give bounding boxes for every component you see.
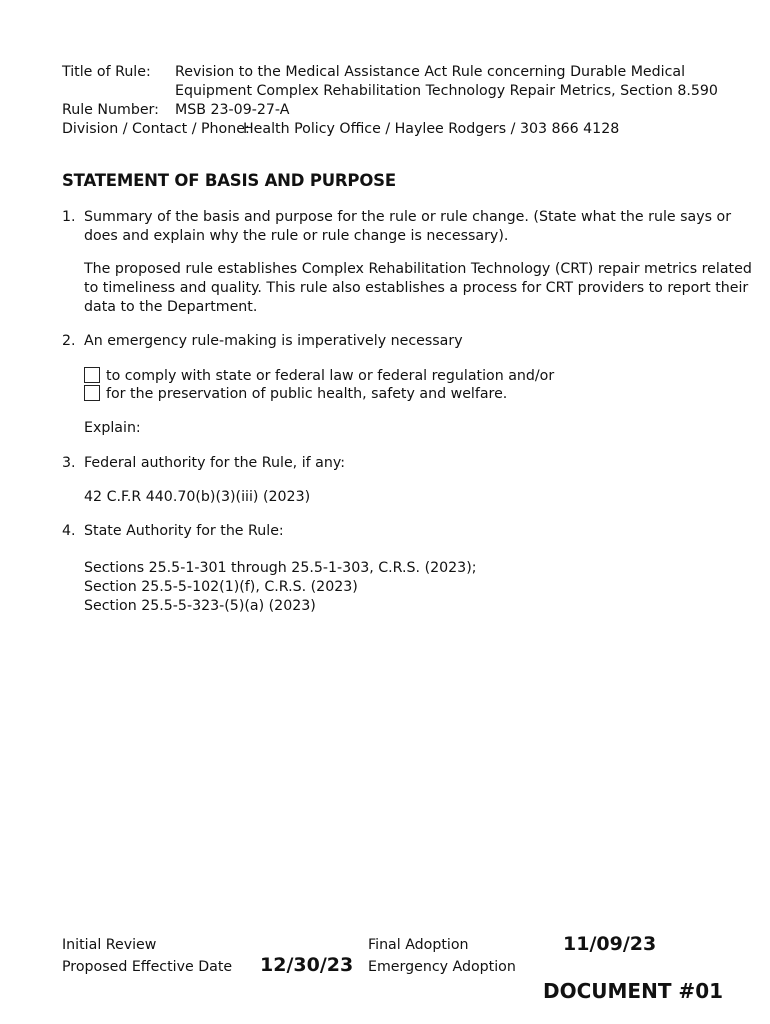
item-3-answer: 42 C.F.R 440.70(b)(3)(iii) (2023) (84, 489, 311, 505)
checkbox-row-preservation (84, 385, 507, 404)
item-2-question: An emergency rule-making is imperatively necessary (84, 333, 463, 349)
item-3-number: 3. (62, 455, 76, 471)
item-4-answer-line-2: Section 25.5-5-102(1)(f), C.R.S. (2023) (84, 579, 358, 595)
proposed-effective-date-value: 12/30/23 (260, 954, 354, 976)
division-contact-value: Health Policy Office / Haylee Rodgers / 303 866 4128 (243, 121, 620, 137)
final-adoption-label: Final Adoption (368, 937, 469, 953)
emergency-adoption-label: Emergency Adoption (368, 959, 516, 975)
rule-number-label: Rule Number: (62, 102, 159, 118)
proposed-effective-date-label: Proposed Effective Date (62, 959, 233, 975)
public-health-checkbox[interactable] (84, 385, 100, 401)
explain-label: Explain: (84, 420, 141, 436)
item-4-answer-line-1: Sections 25.5-1-301 through 25.5-1-303, C.R.S. (2023); (84, 560, 477, 576)
item-1-number: 1. (62, 209, 76, 225)
public-health-label: for the preservation of public health, safety and welfare. (106, 386, 508, 402)
item-1-answer-line-2: to timeliness and quality. This rule also establishes a process for CRT providers to report their (84, 280, 749, 296)
title-of-rule-line-2: Equipment Complex Rehabilitation Technology Repair Metrics, Section 8.590 (175, 83, 718, 99)
item-1-question-line-1: Summary of the basis and purpose for the rule or rule change. (State what the rule says or (84, 209, 732, 225)
division-contact-label: Division / Contact / Phone: (62, 121, 250, 137)
document-number: DOCUMENT #01 (543, 979, 724, 1003)
item-4-question: State Authority for the Rule: (84, 523, 284, 539)
item-4-number: 4. (62, 523, 76, 539)
checkbox-row-comply (84, 367, 554, 386)
final-adoption-date-value: 11/09/23 (563, 933, 657, 955)
title-of-rule-line-1: Revision to the Medical Assistance Act Rule concerning Durable Medical (175, 64, 686, 80)
item-1-answer-line-3: data to the Department. (84, 299, 258, 315)
rule-number-value: MSB 23-09-27-A (175, 102, 290, 118)
title-of-rule-label: Title of Rule: (62, 64, 151, 80)
section-heading: STATEMENT OF BASIS AND PURPOSE (62, 171, 396, 190)
item-3-question: Federal authority for the Rule, if any: (84, 455, 345, 471)
comply-law-label: to comply with state or federal law or federal regulation and/or (106, 368, 555, 384)
item-1-question-line-2: does and explain why the rule or rule change is necessary). (84, 228, 509, 244)
item-4-answer-line-3: Section 25.5-5-323-(5)(a) (2023) (84, 598, 316, 614)
item-2-number: 2. (62, 333, 76, 349)
initial-review-label: Initial Review (62, 937, 157, 953)
item-1-answer-line-1: The proposed rule establishes Complex Rehabilitation Technology (CRT) repair metrics related (84, 261, 752, 277)
comply-law-checkbox[interactable] (84, 367, 100, 383)
